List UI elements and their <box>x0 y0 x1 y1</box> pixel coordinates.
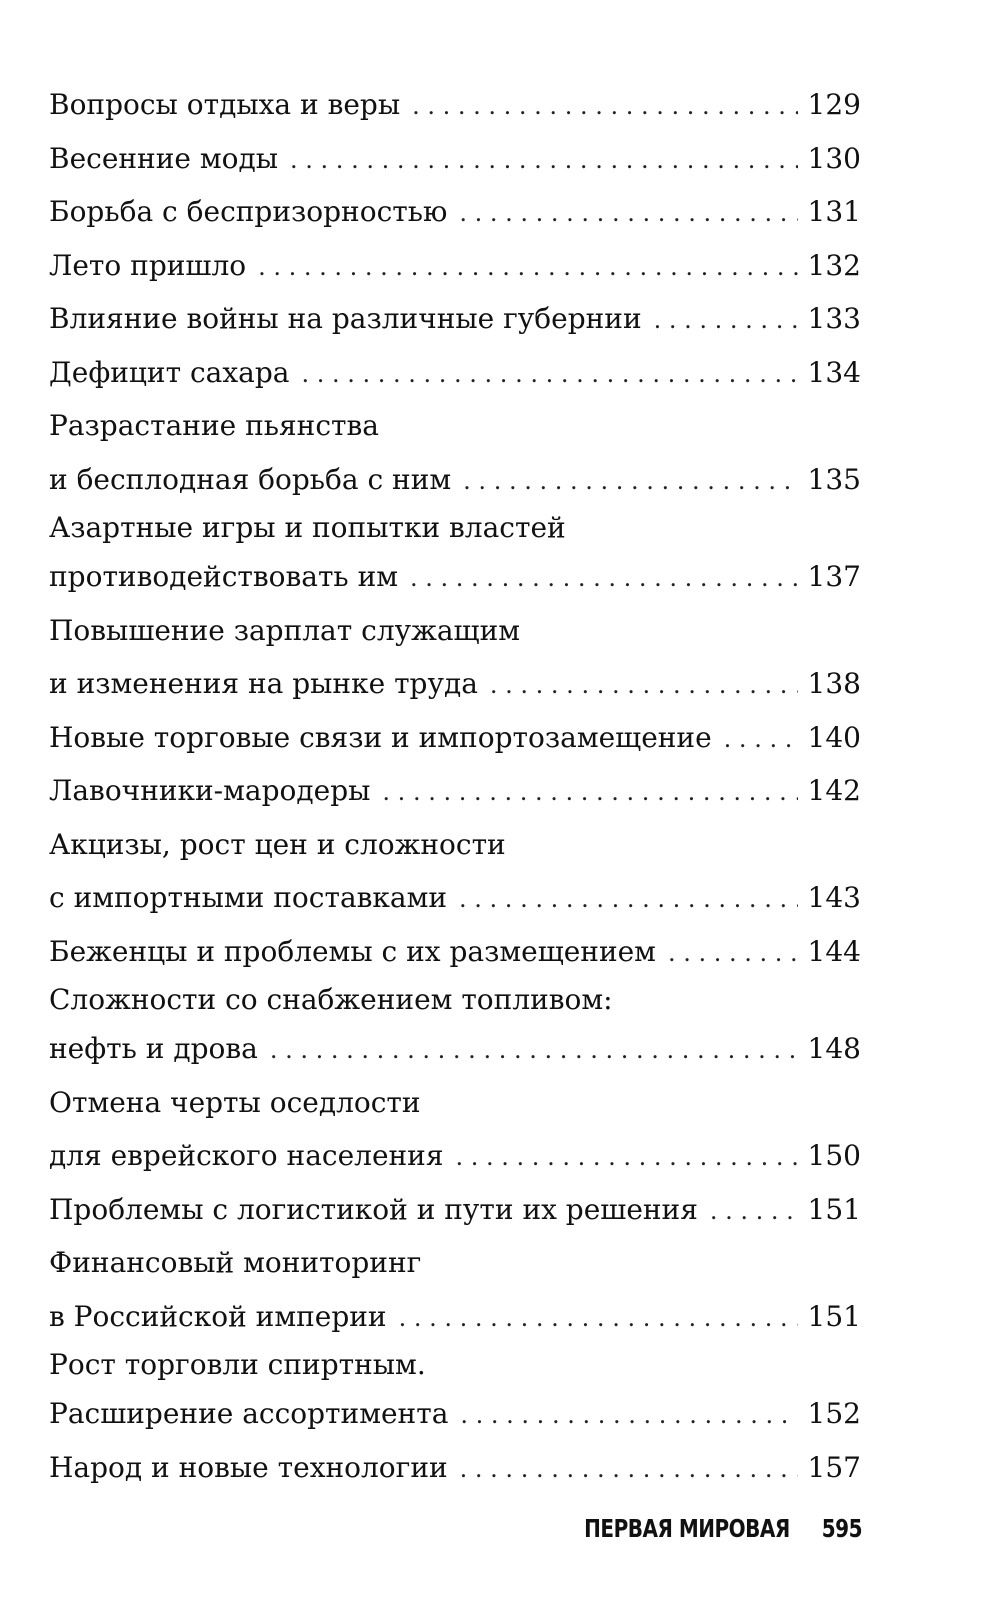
dot-leader <box>724 713 798 767</box>
dot-leader <box>270 1024 798 1078</box>
toc-entry-title: Лето пришло <box>49 248 247 282</box>
dot-leader <box>456 1131 798 1185</box>
toc-entry <box>49 1343 861 1441</box>
toc-entry-title: Проблемы с логистикой и пути их решения <box>49 1192 698 1226</box>
dot-leader <box>412 80 797 134</box>
toc-page-number: 142 <box>807 774 861 807</box>
dot-leader <box>490 659 798 713</box>
toc-entry-line <box>49 1022 861 1076</box>
toc-entry <box>49 1076 861 1183</box>
toc-entry <box>49 239 861 293</box>
toc-entry-line <box>49 506 861 550</box>
toc-entry-line <box>49 346 861 400</box>
toc-entry-title: Борьба с беспризорностью <box>49 195 448 228</box>
toc-entry-line <box>49 1236 861 1290</box>
toc-page-number: 157 <box>807 1450 861 1484</box>
toc-entry-title: Акцизы, рост цен и сложности <box>49 827 506 861</box>
toc-entry <box>49 185 861 239</box>
dot-leader <box>301 348 797 402</box>
toc-page-number: 151 <box>807 1299 861 1333</box>
toc-entry-title: и бесплодная борьба с ним <box>49 462 452 496</box>
toc-entry-line <box>49 818 861 872</box>
dot-leader <box>668 927 798 981</box>
toc-entry-line <box>49 871 861 925</box>
toc-entry-line <box>49 764 861 818</box>
toc-entry-title: Вопросы отдыха и веры <box>49 88 401 121</box>
toc-entry <box>49 1236 861 1343</box>
toc-page-number: 144 <box>807 934 861 968</box>
toc-entry <box>49 818 861 925</box>
toc-page-number: 150 <box>807 1139 861 1172</box>
toc-entry <box>49 978 861 1076</box>
toc-entry-title: Повышение зарплат служащим <box>49 613 521 647</box>
dot-leader <box>258 241 797 295</box>
toc-entry-title: Азартные игры и попытки властей <box>49 511 566 544</box>
toc-entry-line <box>49 1129 861 1183</box>
toc-entry-line <box>49 711 861 765</box>
toc-entry-title: Финансовый мониторинг <box>49 1246 422 1279</box>
dot-leader <box>290 134 798 188</box>
toc-entry-title: Дефицит сахара <box>49 355 290 389</box>
toc-entry-line <box>49 78 861 132</box>
toc-entry <box>49 78 861 132</box>
toc-entry-title: Влияние войны на различные губернии <box>49 302 642 335</box>
toc-entry-title: Отмена черты оседлости <box>49 1085 421 1119</box>
toc-entry-line <box>49 604 861 658</box>
table-of-contents <box>49 78 861 1494</box>
toc-entry-title: противодействовать им <box>49 560 399 593</box>
folio-page-number: 595 <box>821 1513 862 1543</box>
toc-entry <box>49 764 861 818</box>
toc-entry-line <box>49 1183 861 1237</box>
toc-entry <box>49 132 861 186</box>
toc-entry-title: Народ и новые технологии <box>49 1450 448 1484</box>
toc-entry-title: Рост торговли спиртным. <box>49 1348 426 1381</box>
toc-page-number: 129 <box>807 88 861 121</box>
toc-page-number: 132 <box>807 248 861 282</box>
dot-leader <box>460 1389 797 1443</box>
toc-entry-title: Весенние моды <box>49 141 279 175</box>
toc-entry-title: в Российской империи <box>49 1299 387 1333</box>
toc-page-number: 148 <box>807 1032 861 1065</box>
toc-page-number: 137 <box>807 560 861 593</box>
running-footer <box>584 1513 862 1543</box>
toc-entry-title: Разрастание пьянства <box>49 409 379 442</box>
book-title: ПЕРВАЯ МИРОВАЯ <box>584 1513 790 1543</box>
toc-page-number: 135 <box>807 462 861 496</box>
dot-leader <box>654 294 798 348</box>
toc-entry-line <box>49 132 861 186</box>
toc-entry-title: для еврейского населения <box>49 1139 444 1172</box>
toc-entry-line <box>49 1387 861 1441</box>
dot-leader <box>382 766 797 820</box>
toc-entry-line <box>49 978 861 1022</box>
toc-entry <box>49 346 861 400</box>
toc-entry-line <box>49 657 861 711</box>
dot-leader <box>410 552 798 606</box>
toc-entry-line <box>49 292 861 346</box>
toc-entry-line <box>49 550 861 604</box>
toc-entry <box>49 925 861 979</box>
toc-page-number: 131 <box>807 195 861 228</box>
dot-leader <box>460 1443 798 1497</box>
dot-leader <box>399 1292 798 1346</box>
toc-entry <box>49 1183 861 1237</box>
toc-entry <box>49 604 861 711</box>
toc-page-number: 143 <box>807 881 861 914</box>
toc-entry-title: и изменения на рынке труда <box>49 667 478 700</box>
dot-leader <box>463 455 797 509</box>
toc-entry <box>49 1441 861 1495</box>
toc-entry-title: с импортными поставками <box>49 881 448 914</box>
toc-entry <box>49 506 861 604</box>
dot-leader <box>459 873 798 927</box>
toc-page-number: 138 <box>807 667 861 700</box>
toc-entry-title: Беженцы и проблемы с их размещением <box>49 934 656 968</box>
toc-entry-line <box>49 453 861 507</box>
toc-entry-line <box>49 1076 861 1130</box>
toc-entry <box>49 399 861 506</box>
toc-entry-title: нефть и дрова <box>49 1032 258 1065</box>
toc-entry-title: Расширение ассортимента <box>49 1397 449 1430</box>
toc-page-number: 140 <box>807 720 861 754</box>
toc-entry-title: Новые торговые связи и импортозамещение <box>49 720 712 754</box>
toc-entry-title: Сложности со снабжением топливом: <box>49 983 613 1016</box>
toc-entry-title: Лавочники-мародеры <box>49 774 371 807</box>
toc-page-number: 133 <box>807 302 861 335</box>
toc-entry <box>49 292 861 346</box>
toc-entry-line <box>49 1343 861 1387</box>
toc-entry-line <box>49 185 861 239</box>
toc-entry <box>49 711 861 765</box>
toc-entry-line <box>49 1441 861 1495</box>
toc-entry-line <box>49 1290 861 1344</box>
dot-leader <box>710 1185 798 1239</box>
toc-page-number: 152 <box>807 1397 861 1430</box>
toc-page-number: 130 <box>807 141 861 175</box>
toc-page-number: 151 <box>807 1192 861 1226</box>
toc-page-number: 134 <box>807 355 861 389</box>
toc-entry-line <box>49 925 861 979</box>
dot-leader <box>459 187 797 241</box>
toc-entry-line <box>49 399 861 453</box>
toc-entry-line <box>49 239 861 293</box>
